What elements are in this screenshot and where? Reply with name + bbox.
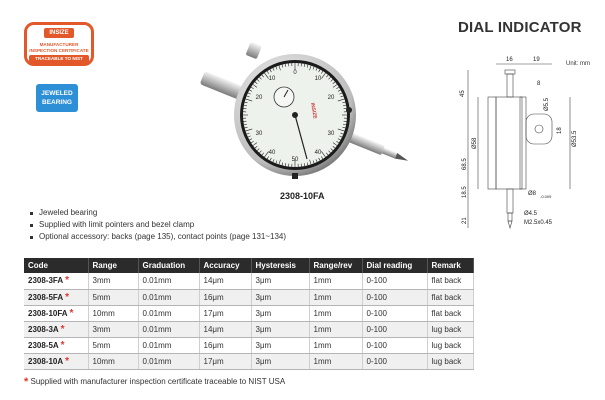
table-row	[24, 353, 473, 369]
cell-code: 2308-5FA *	[24, 289, 88, 305]
header-range: Range	[88, 258, 138, 273]
cell-code: 2308-3FA *	[24, 273, 88, 289]
table-row	[24, 273, 473, 289]
cell-accuracy: 17μm	[199, 353, 251, 369]
feature-item: Supplied with limit pointers and bezel clamp	[30, 219, 286, 231]
header-accuracy: Accuracy	[199, 258, 251, 273]
cell-range: 3mm	[88, 273, 138, 289]
svg-text:0: 0	[293, 70, 297, 76]
page-title: DIAL INDICATOR	[458, 19, 582, 36]
header-graduation: Graduation	[138, 258, 199, 273]
table-row	[24, 289, 473, 305]
insize-logo: INSIZE	[44, 28, 74, 38]
cell-hysteresis: 3μm	[251, 273, 309, 289]
svg-text:40: 40	[314, 150, 322, 156]
cell-graduation: 0.01mm	[138, 289, 199, 305]
cell-remark: lug back	[427, 353, 473, 369]
cell-hysteresis: 3μm	[251, 337, 309, 353]
cell-remark: flat back	[427, 305, 473, 321]
svg-text:Ø58: Ø58	[472, 137, 478, 149]
svg-text:20: 20	[327, 95, 335, 101]
svg-text:68.5: 68.5	[462, 158, 468, 170]
cell-range: 5mm	[88, 337, 138, 353]
cell-accuracy: 14μm	[199, 321, 251, 337]
cell-range-rev: 1mm	[309, 353, 362, 369]
svg-text:10: 10	[314, 76, 322, 82]
cell-hysteresis: 3μm	[251, 353, 309, 369]
svg-text:18: 18	[557, 127, 563, 134]
badge-line-2: INSPECTION CERTIFICATE	[29, 48, 89, 53]
table-header-row	[24, 258, 473, 273]
cell-range-rev: 1mm	[309, 321, 362, 337]
cell-range-rev: 1mm	[309, 289, 362, 305]
model-label: 2308-10FA	[280, 191, 325, 201]
svg-text:20: 20	[255, 95, 263, 101]
certificate-badge	[24, 22, 94, 66]
cell-accuracy: 16μm	[199, 289, 251, 305]
svg-text:30: 30	[327, 131, 335, 137]
dial-indicator-photo	[185, 40, 425, 200]
cell-dial-reading: 0-100	[362, 337, 427, 353]
svg-text:21: 21	[462, 217, 468, 224]
svg-text:8: 8	[537, 81, 541, 87]
cell-code: 2308-10A *	[24, 353, 88, 369]
cell-accuracy: 14μm	[199, 273, 251, 289]
cell-hysteresis: 3μm	[251, 289, 309, 305]
cell-range: 3mm	[88, 321, 138, 337]
dimension-diagram	[458, 52, 598, 237]
cell-remark: flat back	[427, 289, 473, 305]
svg-text:Ø53.5: Ø53.5	[572, 130, 578, 147]
footnote	[24, 376, 285, 388]
cell-graduation: 0.01mm	[138, 337, 199, 353]
cell-range: 5mm	[88, 289, 138, 305]
cell-remark: lug back	[427, 321, 473, 337]
svg-text:-0.009: -0.009	[540, 194, 552, 199]
svg-text:Ø5.5: Ø5.5	[544, 97, 550, 111]
svg-text:Unit: mm: Unit: mm	[566, 61, 590, 67]
cell-graduation: 0.01mm	[138, 305, 199, 321]
cell-dial-reading: 0-100	[362, 321, 427, 337]
svg-text:16: 16	[506, 57, 513, 63]
cell-dial-reading: 0-100	[362, 353, 427, 369]
feature-item: Optional accessory: backs (page 135), contact points (page 131~134)	[30, 231, 286, 243]
cell-accuracy: 17μm	[199, 305, 251, 321]
cell-dial-reading: 0-100	[362, 289, 427, 305]
footnote-star: *	[24, 376, 29, 388]
svg-text:10: 10	[268, 76, 276, 82]
jeweled-bearing-badge	[36, 84, 78, 112]
cell-code: 2308-10FA *	[24, 305, 88, 321]
jewel-line-2: BEARING	[42, 99, 72, 106]
table-row	[24, 305, 473, 321]
cell-range-rev: 1mm	[309, 305, 362, 321]
cell-range-rev: 1mm	[309, 273, 362, 289]
svg-text:40: 40	[268, 150, 276, 156]
cell-range: 10mm	[88, 305, 138, 321]
svg-text:INSIZE: INSIZE	[309, 102, 318, 120]
jewel-line-1: JEWELED	[41, 90, 73, 97]
spec-table	[24, 258, 474, 370]
feature-item: Jeweled bearing	[30, 207, 286, 219]
header-dial-reading: Dial reading	[362, 258, 427, 273]
header-code: Code	[24, 258, 88, 273]
table-row	[24, 337, 473, 353]
cell-graduation: 0.01mm	[138, 273, 199, 289]
header-hysteresis: Hysteresis	[251, 258, 309, 273]
svg-text:19: 19	[533, 57, 540, 63]
table-row	[24, 321, 473, 337]
cell-hysteresis: 3μm	[251, 321, 309, 337]
cell-remark: lug back	[427, 337, 473, 353]
feature-list	[30, 207, 286, 243]
cell-remark: flat back	[427, 273, 473, 289]
header-remark: Remark	[427, 258, 473, 273]
svg-text:M2.5x0.45: M2.5x0.45	[524, 220, 553, 226]
cell-dial-reading: 0-100	[362, 305, 427, 321]
cell-dial-reading: 0-100	[362, 273, 427, 289]
badge-line-1: MANUFACTURER	[39, 42, 79, 47]
cell-graduation: 0.01mm	[138, 353, 199, 369]
svg-text:30: 30	[255, 131, 263, 137]
cell-range-rev: 1mm	[309, 337, 362, 353]
cell-hysteresis: 3μm	[251, 305, 309, 321]
svg-text:45: 45	[460, 90, 466, 97]
cell-code: 2308-3A *	[24, 321, 88, 337]
svg-text:Ø8: Ø8	[528, 191, 537, 197]
cell-code: 2308-5A *	[24, 337, 88, 353]
svg-text:50: 50	[291, 157, 299, 163]
badge-nist: TRACEABLE TO NIST	[29, 55, 89, 63]
cell-range: 10mm	[88, 353, 138, 369]
footnote-text: Supplied with manufacturer inspection certificate traceable to NIST USA	[30, 377, 286, 386]
cell-graduation: 0.01mm	[138, 321, 199, 337]
svg-text:Ø4.5: Ø4.5	[524, 211, 538, 217]
header-range-rev: Range/rev	[309, 258, 362, 273]
cell-accuracy: 16μm	[199, 337, 251, 353]
svg-text:18.5: 18.5	[462, 186, 468, 198]
